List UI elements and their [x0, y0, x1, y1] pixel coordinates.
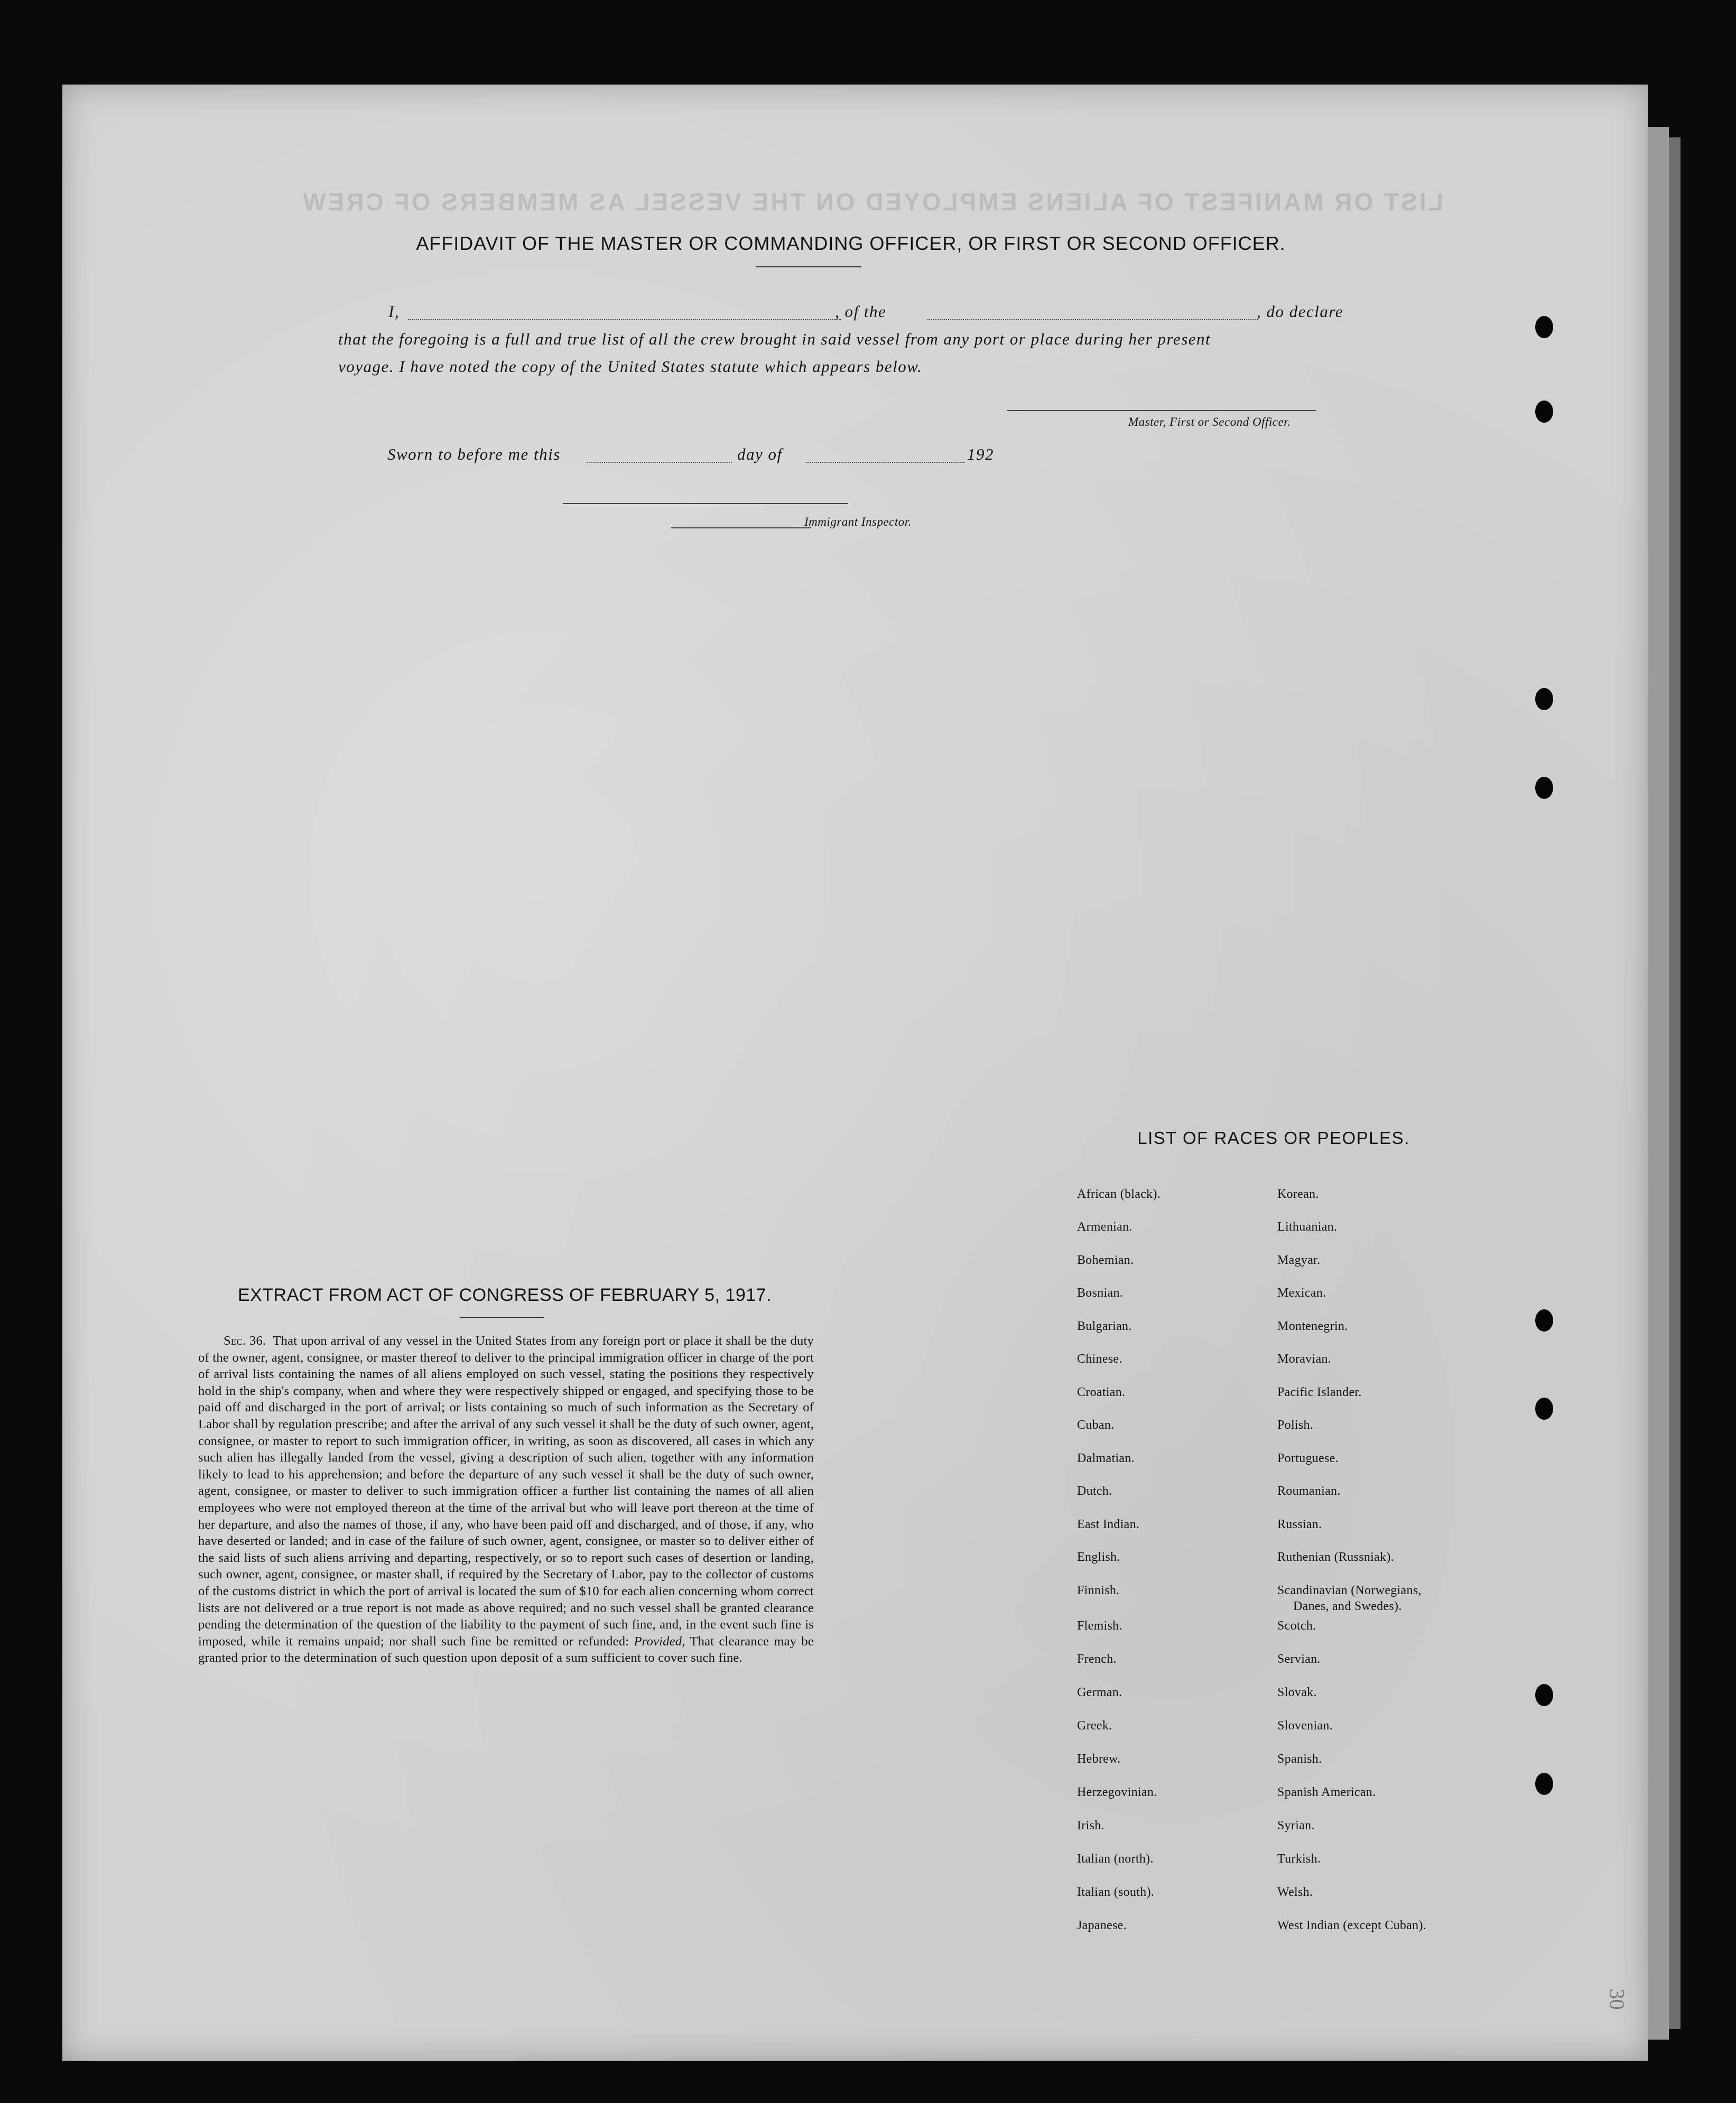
punch-hole	[1535, 777, 1553, 799]
race-item: Spanish American.	[1277, 1785, 1376, 1799]
punch-hole	[1535, 316, 1553, 338]
name-blank[interactable]	[408, 319, 841, 320]
race-item: Italian (south).	[1077, 1885, 1155, 1899]
affidavit-declare: , do declare	[1257, 302, 1344, 321]
sworn-year: 192	[967, 445, 994, 463]
race-item: Bosnian.	[1077, 1286, 1124, 1300]
affidavit-line2: that the foregoing is a full and true list of all the crew brought in said vessel from any port or place during her present	[338, 330, 1211, 348]
race-item: Polish.	[1277, 1418, 1314, 1432]
race-item: Moravian.	[1277, 1352, 1332, 1366]
race-item: Herzegovinian.	[1077, 1785, 1157, 1799]
races-title: LIST OF RACES OR PEOPLES.	[1137, 1128, 1410, 1148]
punch-hole	[1535, 1773, 1553, 1795]
extract-title: EXTRACT FROM ACT OF CONGRESS OF FEBRUARY 5, 1917.	[237, 1285, 772, 1305]
race-item: Montenegrin.	[1277, 1319, 1348, 1333]
race-item: English.	[1077, 1550, 1120, 1564]
race-item: West Indian (except Cuban).	[1277, 1919, 1427, 1932]
affidavit-line3: voyage. I have noted the copy of the United States statute which appears below.	[338, 357, 923, 376]
race-item: Spanish.	[1277, 1752, 1322, 1766]
race-item: Portuguese.	[1277, 1451, 1339, 1465]
punch-hole	[1535, 1309, 1553, 1332]
inspector-line-upper	[563, 503, 848, 504]
race-item: Scotch.	[1277, 1619, 1316, 1633]
race-item: Mexican.	[1277, 1286, 1326, 1300]
section-label: Sec. 36.	[224, 1334, 266, 1348]
extract-body	[198, 1333, 814, 1667]
race-item: Roumanian.	[1277, 1484, 1341, 1498]
race-item: Turkish.	[1277, 1852, 1321, 1866]
race-item: Greek.	[1077, 1719, 1112, 1733]
race-item: Scandinavian (Norwegians,	[1277, 1584, 1422, 1597]
race-item: Hebrew.	[1077, 1752, 1121, 1766]
race-item: Flemish.	[1077, 1619, 1122, 1633]
race-item: Cuban.	[1077, 1418, 1115, 1432]
inspector-caption: Immigrant Inspector.	[804, 515, 912, 528]
race-item: Servian.	[1277, 1652, 1321, 1666]
inspector-signature-line[interactable]	[671, 527, 811, 528]
sworn-day-of: day of	[737, 445, 783, 463]
bleed-through-text: LIST OR MANIFEST OF ALIENS EMPLOYED ON THE VESSEL AS MEMBERS OF CREW	[301, 188, 1443, 216]
race-item: Lithuanian.	[1277, 1220, 1338, 1234]
race-item: Croatian.	[1077, 1385, 1126, 1399]
race-item: Slovenian.	[1277, 1719, 1333, 1733]
race-item-continuation: Danes, and Swedes).	[1293, 1599, 1402, 1613]
race-item: Bohemian.	[1077, 1253, 1134, 1267]
race-item: Bulgarian.	[1077, 1319, 1132, 1333]
sworn-month-blank[interactable]	[806, 462, 964, 463]
punch-hole	[1535, 688, 1553, 710]
race-item: Dalmatian.	[1077, 1451, 1135, 1465]
punch-hole	[1535, 401, 1553, 423]
sworn-date-blank[interactable]	[587, 462, 732, 463]
race-item: Chinese.	[1077, 1352, 1122, 1366]
race-item: French.	[1077, 1652, 1117, 1666]
document-page	[62, 85, 1648, 2061]
race-item: Pacific Islander.	[1277, 1385, 1362, 1399]
race-item: Finnish.	[1077, 1584, 1120, 1597]
extract-rule	[460, 1317, 544, 1318]
page-edge	[1648, 127, 1669, 2040]
race-item: East Indian.	[1077, 1518, 1140, 1531]
race-item: Dutch.	[1077, 1484, 1112, 1498]
race-item: Welsh.	[1277, 1885, 1313, 1899]
extract-text-end: That clearance may be granted prior to the determination of such question upon deposit of a sum sufficient to cover such fine.	[198, 1634, 814, 1665]
race-item: Korean.	[1277, 1187, 1319, 1201]
race-item: Ruthenian (Russniak).	[1277, 1550, 1394, 1564]
race-item: Irish.	[1077, 1819, 1104, 1832]
margin-mark: 30	[1605, 1988, 1629, 2010]
race-item: Magyar.	[1277, 1253, 1321, 1267]
affidavit-of-the: , of the	[835, 302, 887, 321]
title-rule	[756, 266, 861, 267]
page-edge-shadow	[1669, 137, 1681, 2029]
provided-word: Provided,	[634, 1634, 685, 1649]
vessel-blank[interactable]	[927, 319, 1258, 320]
punch-hole	[1535, 1684, 1553, 1706]
punch-hole	[1535, 1398, 1553, 1420]
race-item: Armenian.	[1077, 1220, 1132, 1234]
race-item: Syrian.	[1277, 1819, 1315, 1832]
race-item: Slovak.	[1277, 1686, 1317, 1699]
race-item: German.	[1077, 1686, 1122, 1699]
signature-caption: Master, First or Second Officer.	[1128, 415, 1291, 429]
race-item: Italian (north).	[1077, 1852, 1154, 1866]
affidavit-title: AFFIDAVIT OF THE MASTER OR COMMANDING OFFICER, OR FIRST OR SECOND OFFICER.	[416, 232, 1286, 254]
sworn-prefix: Sworn to before me this	[387, 445, 561, 463]
race-item: Russian.	[1277, 1518, 1322, 1531]
signature-line[interactable]	[1007, 410, 1316, 411]
race-item: Japanese.	[1077, 1919, 1127, 1932]
affidavit-i: I,	[388, 302, 400, 321]
extract-text: That upon arrival of any vessel in the United States from any foreign port or place it shall be the duty of the owner, agent, consignee, or master thereof to deliver to the principal immigration officer in charge of the port of arrival lists containing the names of all aliens employed on such vessel, stating the positions they respectively hold in the ship's company, when and where they were respectively shipped or engaged, and specifying those to be paid off and discharged in the port of arrival; or lists containing so much of such information as the Secretary of Labor shall by regulation prescribe; and after the arrival of any such vessel it shall be the duty of such owner, agent, consignee, or master to report to such immigration officer, in writing, as soon as discovered, all cases in which any such alien has illegally landed from the vessel, giving a description of such alien, together with any information likely to lead to his apprehension; and before the departure of any such vessel it shall be the duty of such owner, agent, consignee, or master to deliver to such immigration officer a further list containing the names of all alien employees who were not employed thereon at the time of the arrival but who will leave port thereon at the time of her departure, and also the names of those, if any, who have been paid off and discharged, and of those, if any, who have deserted or landed; and in case of the failure of such owner, agent, consignee, or master so to deliver either of the said lists of such aliens arriving and departing, respectively, or so to report such cases of desertion or landing, such owner, agent, consignee, or master shall, if required by the Secretary of Labor, pay to the collector of customs of the customs district in which the port of arrival is located the sum of $10 for each alien concerning whom correct lists are not delivered or a true report is not made as above required; and no such vessel shall be granted clearance pending the determination of the question of the liability to the payment of such fine, and, in the event such fine is imposed, while it remains unpaid; nor shall such fine be remitted or refunded:	[198, 1334, 814, 1649]
race-item: African (black).	[1077, 1187, 1161, 1201]
